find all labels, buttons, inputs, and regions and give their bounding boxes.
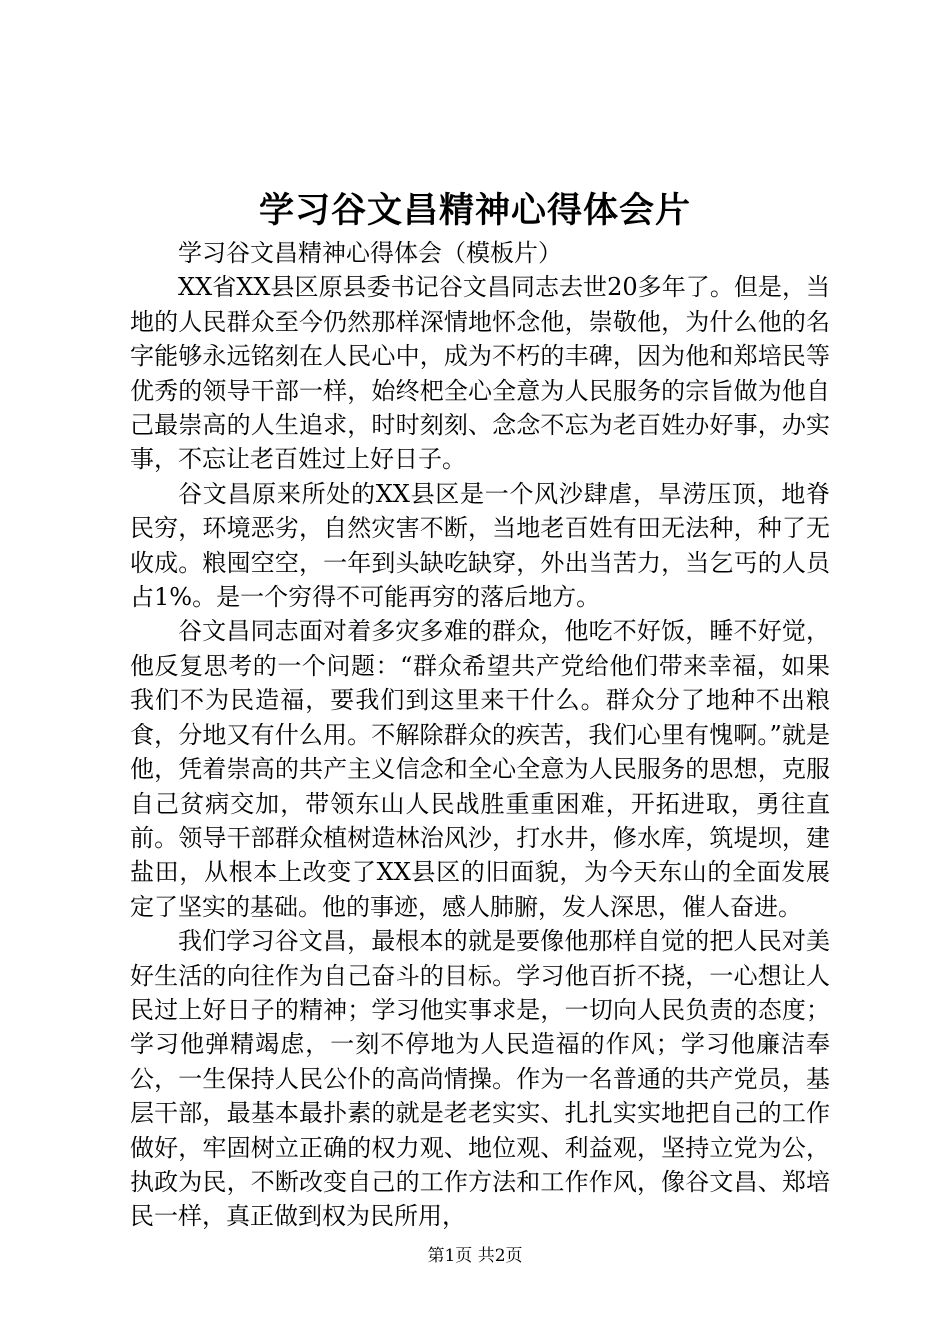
paragraph: XX省XX县区原县委书记谷文昌同志去世20多年了。但是，当地的人民群众至今仍然那样深情地怀念他，崇敬他，为什么他的名字能够永远铭刻在人民心中，成为不朽的丰碑，因为他和郑培民等优秀的领导干部一样，始终杷全心全意为人民服务的宗旨做为他自己最崇高的人生追求，时时刻刻、念念不忘为老百姓办好事，办实事，不忘让老百姓过上好日子。 xyxy=(130,273,830,474)
document-title: 学习谷文昌精神心得体会片 xyxy=(258,190,691,231)
paragraph-subtitle: 学习谷文昌精神心得体会（模板片） xyxy=(178,239,562,267)
paragraph: 谷文昌同志面对着多灾多难的群众，他吃不好饭，睡不好觉，他反复思考的一个问题：“群众希望共产党给他们带来幸福，如果我们不为民造福，要我们到这里来干什么。群众分了地种不出粮食，分地又有什么用。不解除群众的疾苦，我们心里有愧啊。”就是他，凭着崇高的共产主义信念和全心全意为人民服务的思想，克服自己贫病交加，带领东山人民战胜重重困难，开拓进取，勇往直前。领导干部群众植树造林治风沙，打水井，修水库，筑堤坝，建盐田，从根本上改变了XX县区的旧面貌，为今天东山的全面发展定了坚实的基础。他的事迹，感人肺腑，发人深思，催人奋进。 xyxy=(130,617,830,921)
paragraph: 谷文昌原来所处的XX县区是一个风沙肆虐，旱涝压顶，地脊民穷，环境恶劣，自然灾害不断，当地老百姓有田无法种，种了无收成。粮囤空空，一年到头缺吃缺穿，外出当苦力，当乞丐的人员占1%。是一个穷得不可能再穷的落后地方。 xyxy=(130,479,830,612)
page-number-footer: 第1页 共2页 xyxy=(427,1246,523,1266)
document-body xyxy=(130,236,830,1234)
paragraph: 我们学习谷文昌，最根本的就是要像他那样自觉的把人民对美好生活的向往作为自己奋斗的目标。学习他百折不挠，一心想让人民过上好日子的精神；学习他实事求是，一切向人民负责的态度；学习他弹精竭虑，一刻不停地为人民造福的作风；学习他廉洁奉公，一生保持人民公仆的高尚情操。作为一名普通的共产党员，基层干部，最基本最扑素的就是老老实实、扎扎实实地把自己的工作做好，牢固树立正确的权力观、地位观、利益观，坚持立党为公，执政为民，不断改变自己的工作方法和工作作风，像谷文昌、郑培民一样，真正做到权为民所用， xyxy=(130,927,830,1231)
